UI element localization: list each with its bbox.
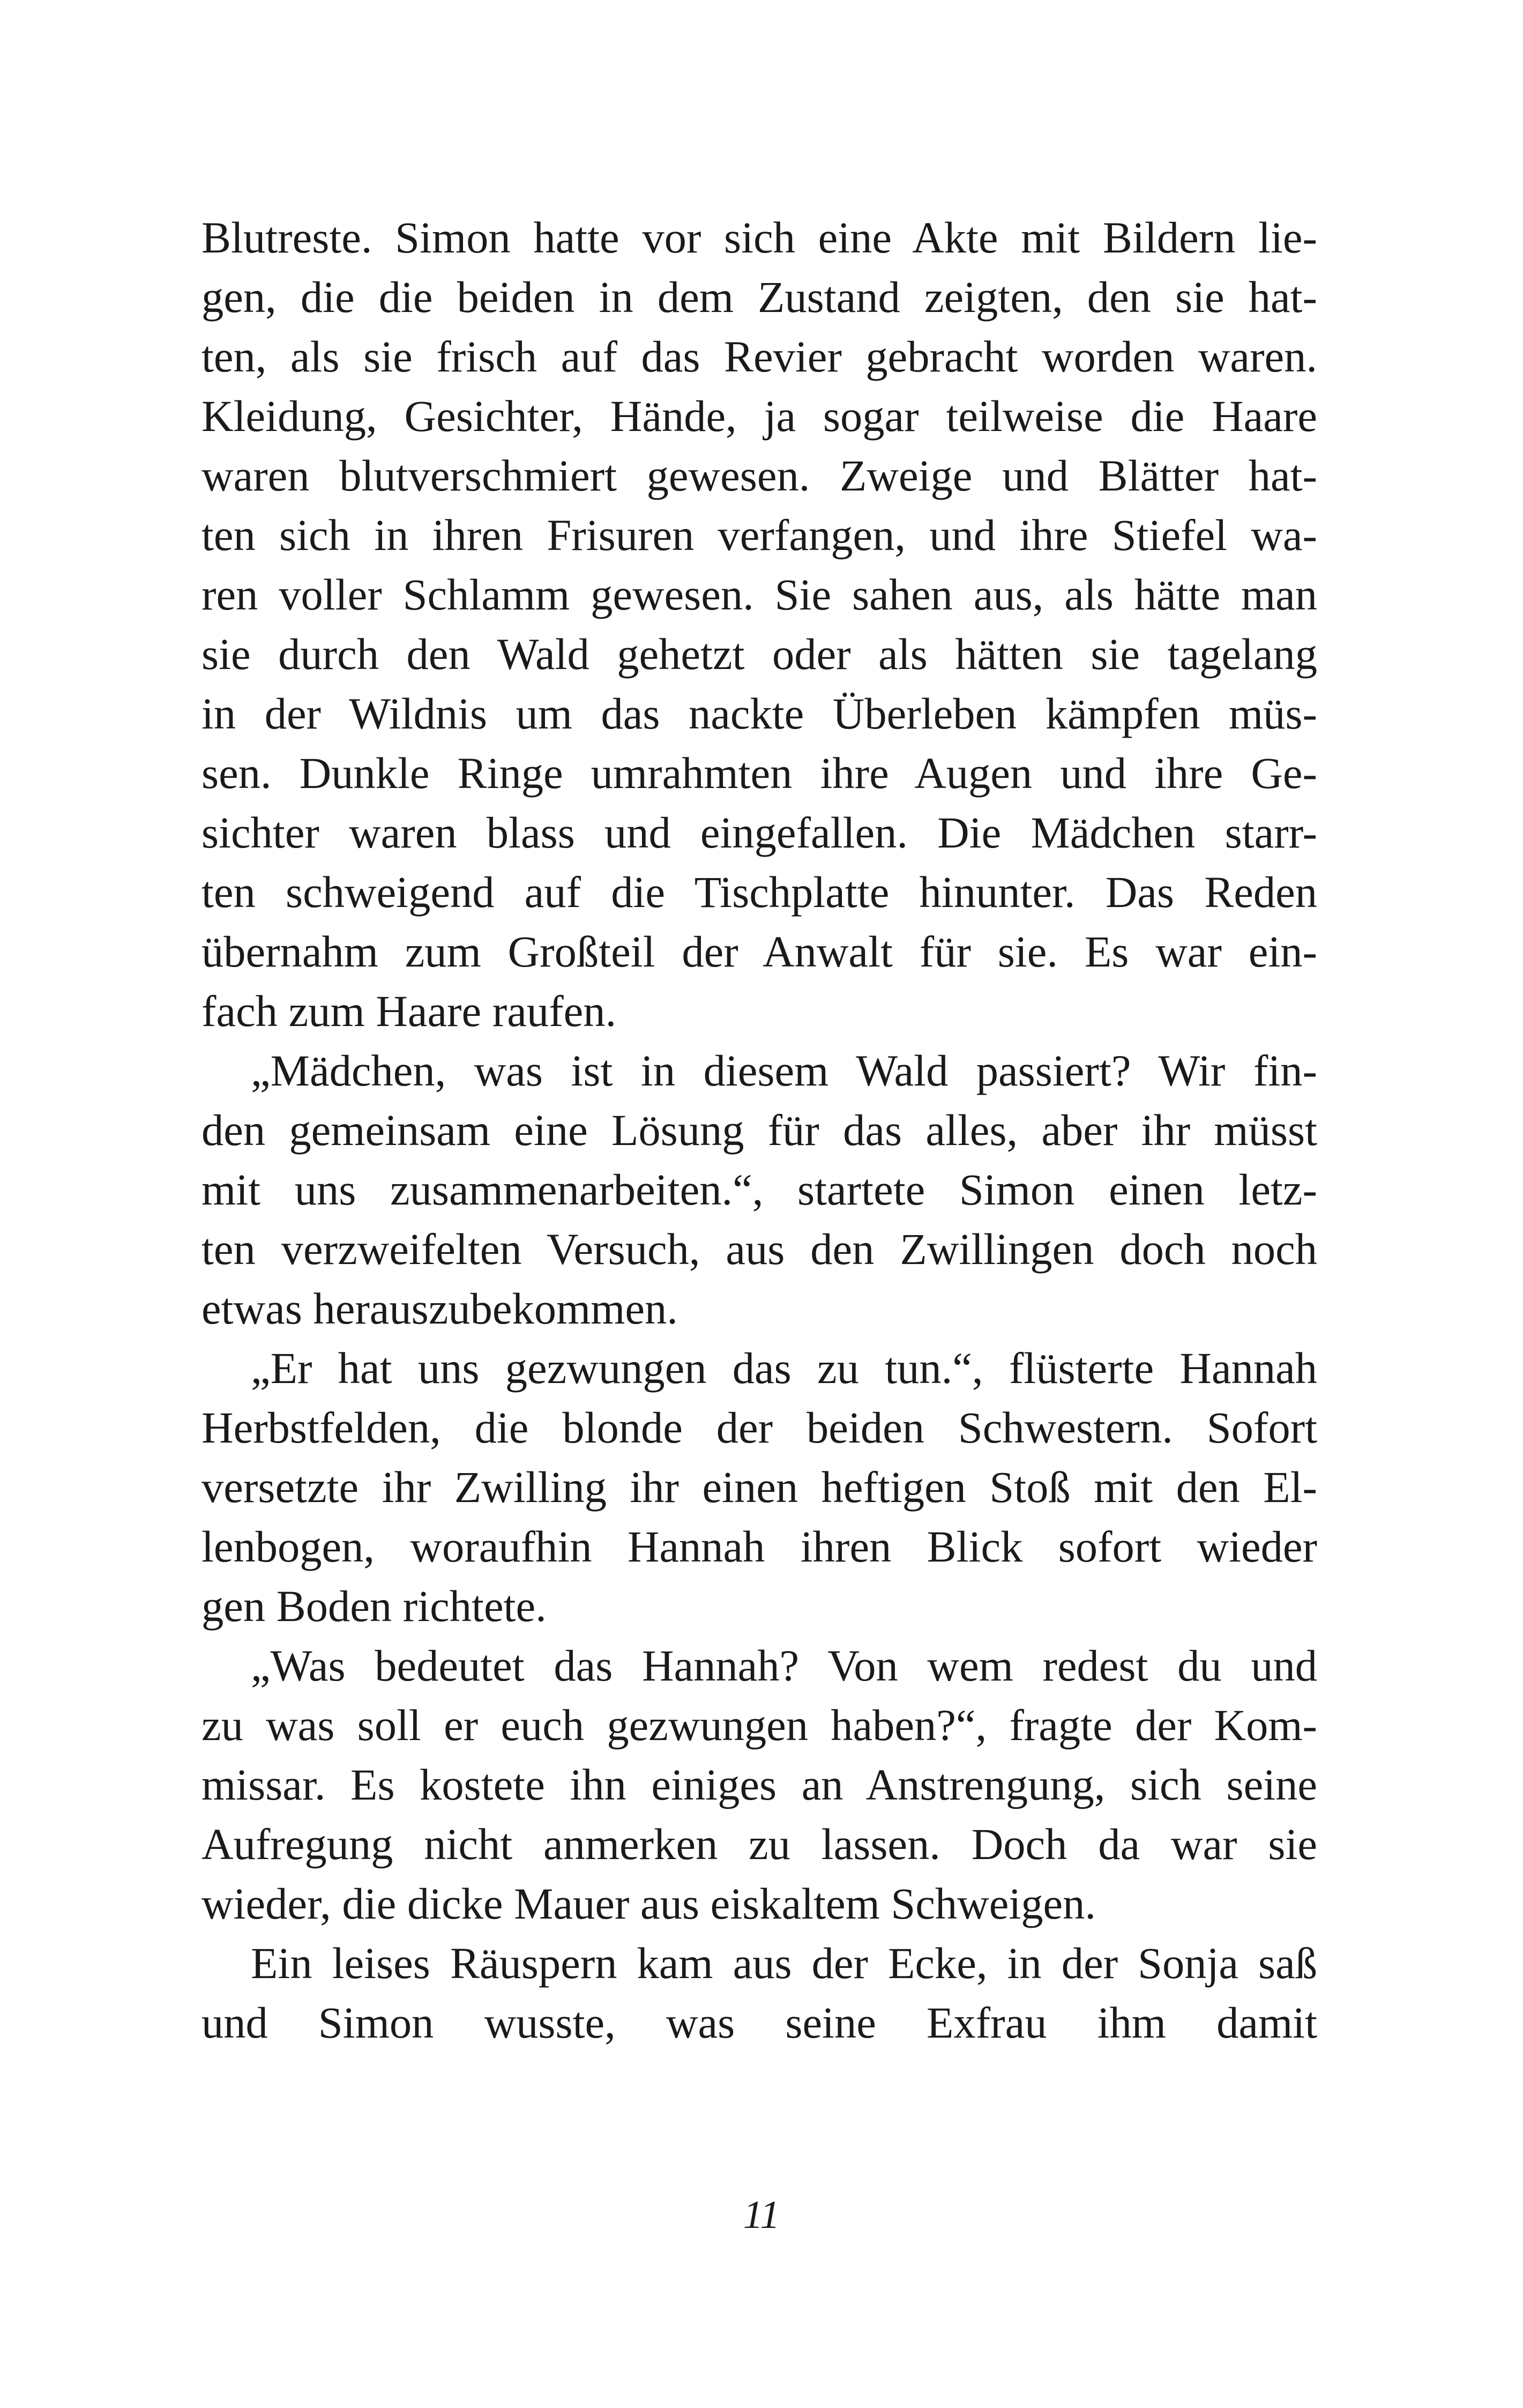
text-line: ren voller Schlamm gewesen. Sie sahen aus, als hätte man bbox=[201, 570, 1317, 619]
text-line: gen Boden richtete. bbox=[201, 1581, 547, 1631]
body-text bbox=[201, 208, 1317, 2053]
text-line: fach zum Haare raufen. bbox=[201, 986, 617, 1036]
text-line: in der Wildnis um das nackte Überleben kämpfen müs- bbox=[201, 689, 1317, 738]
text-line: Kleidung, Gesichter, Hände, ja sogar teilweise die Haare bbox=[201, 391, 1317, 441]
text-line: waren blutverschmiert gewesen. Zweige und Blätter hat- bbox=[201, 451, 1317, 500]
text-line: etwas herauszubekommen. bbox=[201, 1284, 678, 1333]
text-line: wieder, die dicke Mauer aus eiskaltem Schweigen. bbox=[201, 1879, 1096, 1928]
text-line: und Simon wusste, was seine Exfrau ihm damit bbox=[201, 1998, 1317, 2047]
text-line: Blutreste. Simon hatte vor sich eine Akte mit Bildern lie- bbox=[201, 213, 1317, 262]
text-line: ten schweigend auf die Tischplatte hinunter. Das Reden bbox=[201, 867, 1317, 917]
text-line: sichter waren blass und eingefallen. Die Mädchen starr- bbox=[201, 808, 1317, 857]
text-line: sen. Dunkle Ringe umrahmten ihre Augen und ihre Ge- bbox=[201, 748, 1317, 798]
text-line: lenbogen, woraufhin Hannah ihren Blick sofort wieder bbox=[201, 1522, 1317, 1571]
text-line: ten verzweifelten Versuch, aus den Zwillingen doch noch bbox=[201, 1224, 1317, 1274]
text-line: sie durch den Wald gehetzt oder als hätten sie tagelang bbox=[201, 629, 1317, 679]
page-number: 11 bbox=[743, 2193, 780, 2237]
text-line: „Er hat uns gezwungen das zu tun.“, flüsterte Hannah bbox=[251, 1343, 1317, 1393]
text-line: missar. Es kostete ihn einiges an Anstrengung, sich seine bbox=[201, 1760, 1317, 1809]
text-line: Aufregung nicht anmerken zu lassen. Doch da war sie bbox=[201, 1819, 1317, 1869]
text-line: Ein leises Räuspern kam aus der Ecke, in der Sonja saß bbox=[251, 1938, 1317, 1988]
text-line: Herbstfelden, die blonde der beiden Schwestern. Sofort bbox=[201, 1403, 1317, 1452]
text-line: „Was bedeutet das Hannah? Von wem redest du und bbox=[251, 1641, 1317, 1690]
text-line: gen, die die beiden in dem Zustand zeigten, den sie hat- bbox=[201, 272, 1317, 322]
text-line: ten sich in ihren Frisuren verfangen, und ihre Stiefel wa- bbox=[201, 510, 1317, 560]
text-line: „Mädchen, was ist in diesem Wald passiert? Wir fin- bbox=[251, 1046, 1317, 1095]
text-line: übernahm zum Großteil der Anwalt für sie. Es war ein- bbox=[201, 927, 1317, 976]
text-line: den gemeinsam eine Lösung für das alles, aber ihr müsst bbox=[201, 1105, 1317, 1155]
text-line: zu was soll er euch gezwungen haben?“, fragte der Kom- bbox=[201, 1700, 1317, 1750]
text-line: ten, als sie frisch auf das Revier gebracht worden waren. bbox=[201, 332, 1317, 381]
text-line: versetzte ihr Zwilling ihr einen heftigen Stoß mit den El- bbox=[201, 1462, 1317, 1512]
text-line: mit uns zusammenarbeiten.“, startete Simon einen letz- bbox=[201, 1165, 1317, 1214]
